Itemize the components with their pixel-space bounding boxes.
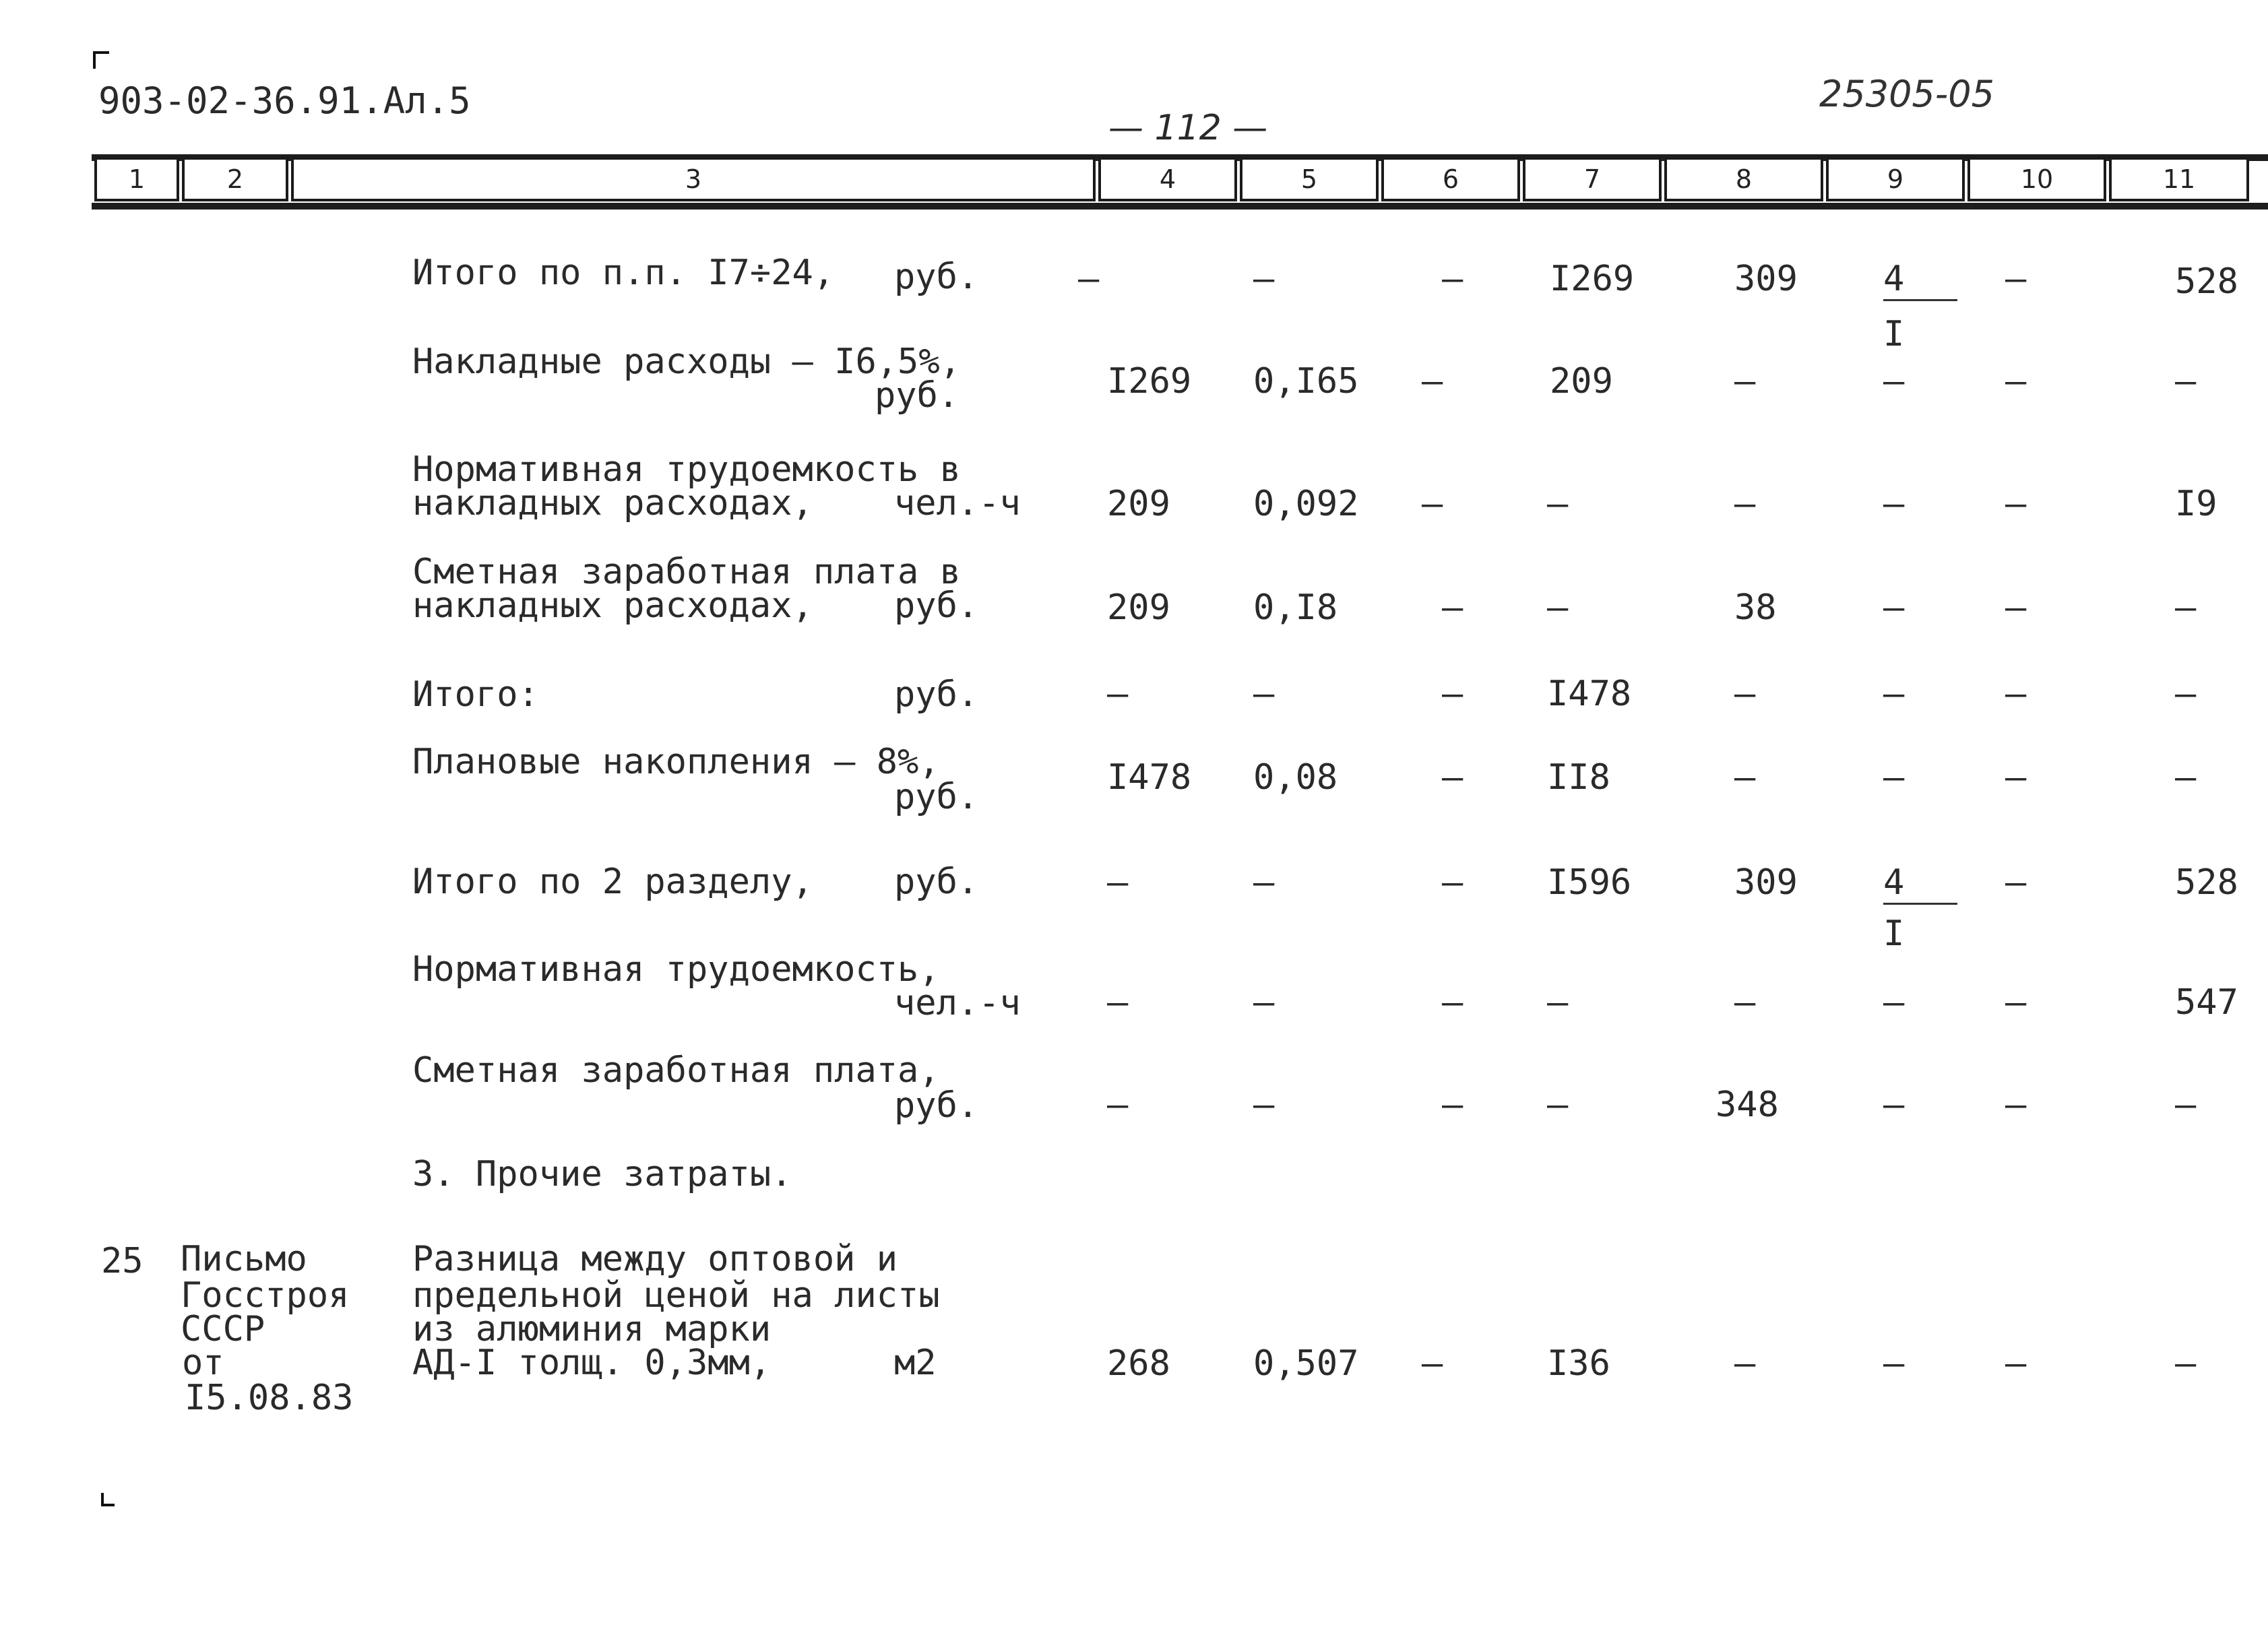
cell-col5: – <box>1253 259 1275 299</box>
column-header-row <box>92 157 2268 207</box>
cell-col8: – <box>1734 1343 1756 1384</box>
cell-col10: – <box>2005 484 2027 524</box>
cell-col6: – <box>1442 674 1463 714</box>
cell-col9: – <box>1883 674 1905 714</box>
row-unit: м2 <box>894 1343 937 1383</box>
corner-mark-bottom-left <box>101 1493 115 1506</box>
cell-col9: – <box>1883 587 1905 628</box>
column-header-7: 7 <box>1523 157 1662 201</box>
row-unit: руб. <box>894 862 979 902</box>
cell-col11: – <box>2175 361 2197 402</box>
row-description-line2: предельной ценой на листы <box>412 1275 940 1316</box>
cell-col5: – <box>1253 862 1275 903</box>
archive-stamp-number: 25305-05 <box>1819 73 1994 115</box>
cell-col11: 528 <box>2175 862 2238 903</box>
row-description: Накладные расходы – I6,5%, <box>412 342 961 382</box>
cell-col9: – <box>1883 982 1905 1023</box>
column-header-10: 10 <box>1967 157 2106 201</box>
row-description: Сметная заработная плата, <box>412 1050 940 1091</box>
source-line-5: I5.08.83 <box>185 1378 354 1418</box>
cell-col4: – <box>1107 982 1129 1023</box>
cell-col8: – <box>1734 361 1756 402</box>
row-unit: чел.-ч <box>894 483 1021 523</box>
cell-col4: I478 <box>1107 757 1192 798</box>
row-unit: руб. <box>875 375 959 416</box>
cell-col10: – <box>2005 361 2027 402</box>
cell-col9-numerator <box>1883 862 1957 905</box>
cell-col10: – <box>2005 587 2027 628</box>
cell-col8: – <box>1734 674 1756 714</box>
row-description-line3: из алюминия марки <box>412 1309 771 1349</box>
column-header-8: 8 <box>1664 157 1823 201</box>
cell-col5: 0,I65 <box>1253 361 1359 402</box>
cell-col10: – <box>2005 259 2027 299</box>
cell-col7: – <box>1547 484 1569 524</box>
page-number: — 112 — <box>1108 108 1268 148</box>
cell-col4: – <box>1078 259 1100 299</box>
cell-col5: 0,I8 <box>1253 587 1338 628</box>
cell-col4: 209 <box>1107 587 1170 628</box>
cell-col11: – <box>2175 587 2197 628</box>
cell-col6: – <box>1442 259 1463 299</box>
cell-col9: – <box>1883 484 1905 524</box>
cell-col7: – <box>1547 982 1569 1023</box>
row-unit: руб. <box>894 257 979 297</box>
row-description-line4: АД-I толщ. 0,3мм, <box>412 1343 771 1383</box>
cell-col10: – <box>2005 757 2027 798</box>
cell-col10: – <box>2005 674 2027 714</box>
cell-col6: – <box>1422 361 1443 402</box>
column-header-3: 3 <box>291 157 1096 201</box>
column-header-1: 1 <box>94 157 179 201</box>
cell-col6: – <box>1442 757 1463 798</box>
cell-col7: I478 <box>1547 674 1632 714</box>
cell-col4: 268 <box>1107 1343 1170 1384</box>
cell-col11: I9 <box>2175 484 2217 524</box>
cell-col10: – <box>2005 1085 2027 1125</box>
cell-col11: – <box>2175 1343 2197 1384</box>
row-description-line2: накладных расходах, <box>412 585 813 626</box>
column-header-5: 5 <box>1240 157 1379 201</box>
row-unit: руб. <box>894 585 979 626</box>
source-line-3: СССР <box>181 1309 265 1349</box>
cell-col4: – <box>1107 674 1129 714</box>
row-description: Итого по 2 разделу, <box>412 862 813 902</box>
cell-col11: – <box>2175 674 2197 714</box>
cell-col7: – <box>1547 1085 1569 1125</box>
row-description: Итого по п.п. I7÷24, <box>412 253 835 293</box>
row-description: Плановые накопления – 8%, <box>412 742 940 782</box>
column-header-6: 6 <box>1381 157 1520 201</box>
fraction-numerator: 4 <box>1883 862 1957 905</box>
row-unit: чел.-ч <box>894 983 1021 1023</box>
cell-col7: I596 <box>1547 862 1632 903</box>
column-header-11: 11 <box>2109 157 2249 201</box>
row-description: Сметная заработная плата в <box>412 552 961 592</box>
cell-col6: – <box>1442 1085 1463 1125</box>
cell-col11: 547 <box>2175 982 2238 1023</box>
cell-col7: II8 <box>1547 757 1610 798</box>
row-unit: руб. <box>894 674 979 715</box>
cell-col9: – <box>1883 1343 1905 1384</box>
cell-col5: – <box>1253 982 1275 1023</box>
column-header-2: 2 <box>182 157 288 201</box>
cell-col6: – <box>1442 587 1463 628</box>
source-line-4: от <box>182 1343 224 1383</box>
row-description-line1: Разница между оптовой и <box>412 1239 898 1279</box>
cell-col10: – <box>2005 1343 2027 1384</box>
cell-col4: 209 <box>1107 484 1170 524</box>
cell-col8: 38 <box>1734 587 1777 628</box>
cell-col5: 0,092 <box>1253 484 1359 524</box>
cell-col7: – <box>1547 587 1569 628</box>
row-description: Нормативная трудоемкость в <box>412 449 961 490</box>
cell-col11: – <box>2175 1085 2197 1125</box>
cell-col11: – <box>2175 757 2197 798</box>
cell-col6: – <box>1422 1343 1443 1384</box>
fraction-numerator: 4 <box>1883 259 1957 301</box>
cell-col4: – <box>1107 1085 1129 1125</box>
cell-col8: 309 <box>1734 862 1798 903</box>
row-description-line2: накладных расходах, <box>412 483 813 523</box>
row-number: 25 <box>101 1241 144 1281</box>
cell-col9: – <box>1883 1085 1905 1125</box>
row-unit: руб. <box>894 1085 979 1126</box>
cell-col8: – <box>1734 982 1756 1023</box>
cell-col7: I269 <box>1550 259 1635 299</box>
source-line-2: Госстроя <box>181 1275 350 1316</box>
cell-col6: – <box>1422 484 1443 524</box>
cell-col9-numerator <box>1883 259 1957 301</box>
cell-col4: I269 <box>1107 361 1192 402</box>
cell-col5: – <box>1253 674 1275 714</box>
corner-mark-top-left <box>93 51 109 69</box>
cell-col8: – <box>1734 484 1756 524</box>
cell-col5: – <box>1253 1085 1275 1125</box>
column-header-9: 9 <box>1826 157 1965 201</box>
row-description: Итого: <box>412 674 539 715</box>
cell-col8: 348 <box>1715 1085 1779 1125</box>
cell-col7: I36 <box>1547 1343 1610 1384</box>
cell-col7: 209 <box>1550 361 1613 402</box>
cell-col5: 0,507 <box>1253 1343 1359 1384</box>
cell-col9: – <box>1883 757 1905 798</box>
cell-col4: – <box>1107 862 1129 903</box>
cell-col6: – <box>1442 862 1463 903</box>
row-description: Нормативная трудоемкость, <box>412 949 940 990</box>
row-unit: руб. <box>894 777 979 817</box>
column-header-4: 4 <box>1098 157 1237 201</box>
cell-col11: 528 <box>2175 261 2238 302</box>
source-line-1: Письмо <box>181 1239 307 1279</box>
cell-col8: 309 <box>1734 259 1798 299</box>
cell-col6: – <box>1442 982 1463 1023</box>
cell-col10: – <box>2005 862 2027 903</box>
cell-col9-denominator: I <box>1883 914 1905 954</box>
cell-col5: 0,08 <box>1253 757 1338 798</box>
cell-col9: – <box>1883 361 1905 402</box>
cell-col9-denominator: I <box>1883 314 1905 354</box>
document-code: 903-02-36.91.Ал.5 <box>98 79 471 122</box>
cell-col8: – <box>1734 757 1756 798</box>
cell-col10: – <box>2005 982 2027 1023</box>
section-title: 3. Прочие затраты. <box>412 1154 792 1194</box>
